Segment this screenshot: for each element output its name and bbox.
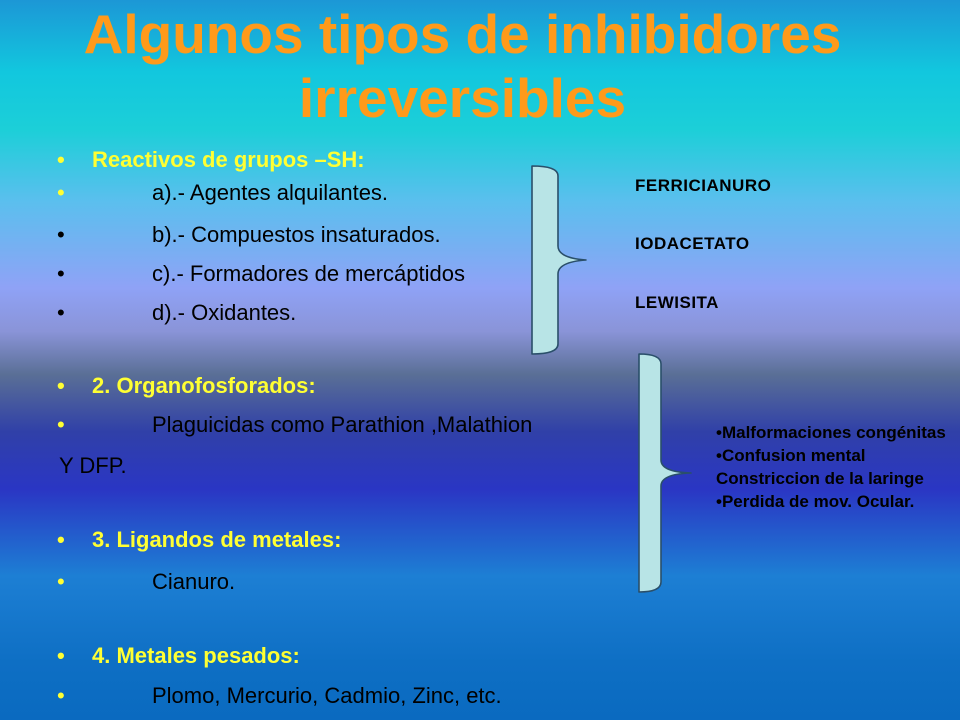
slide-title — [0, 2, 925, 130]
bullet-text: Plaguicidas como Parathion ,Malathion — [152, 412, 533, 437]
bullet-text: Reactivos de grupos –SH: — [92, 147, 365, 172]
bullet-marker: • — [57, 373, 65, 398]
bullet-text: b).- Compuestos insaturados. — [152, 222, 441, 247]
bullet-marker: • — [57, 261, 65, 286]
bullet-marker: • — [57, 412, 65, 437]
bullet-text: c).- Formadores de mercáptidos — [152, 261, 465, 286]
effects-list — [716, 421, 946, 513]
bullet-text: 2. Organofosforados: — [92, 373, 316, 398]
bullet-text: 3. Ligandos de metales: — [92, 527, 342, 552]
example-ferricianuro: FERRICIANURO — [635, 176, 772, 195]
bullet-text: Cianuro. — [152, 569, 236, 594]
effect-item: •Confusion mental — [716, 446, 866, 465]
bullet-marker: • — [57, 569, 65, 594]
bullet-text: Plomo, Mercurio, Cadmio, Zinc, etc. — [152, 683, 502, 708]
effect-item: •Malformaciones congénitas — [716, 423, 946, 442]
right-brace-icon — [528, 162, 592, 358]
slide-title-line-1: Algunos tipos de inhibidores — [83, 3, 842, 65]
example-iodacetato: IODACETATO — [635, 234, 750, 253]
bullet-text: Y DFP. — [59, 453, 127, 478]
example-lewisita: LEWISITA — [635, 293, 719, 312]
effect-item: •Perdida de mov. Ocular. — [716, 492, 915, 511]
bullet-marker: • — [57, 222, 65, 247]
bullet-marker: • — [57, 180, 65, 205]
bullet-text: 4. Metales pesados: — [92, 643, 300, 668]
bullet-marker: • — [57, 147, 65, 172]
bullet-marker: • — [57, 643, 65, 668]
slide-title-line-2: irreversibles — [298, 67, 627, 129]
bullet-marker: • — [57, 300, 65, 325]
bullet-text: d).- Oxidantes. — [152, 300, 297, 325]
bullet-marker: • — [57, 683, 65, 708]
right-brace-icon — [635, 350, 695, 596]
effect-item: Constriccion de la laringe — [716, 469, 924, 488]
bullet-marker: • — [57, 527, 65, 552]
bullet-text: a).- Agentes alquilantes. — [152, 180, 389, 205]
